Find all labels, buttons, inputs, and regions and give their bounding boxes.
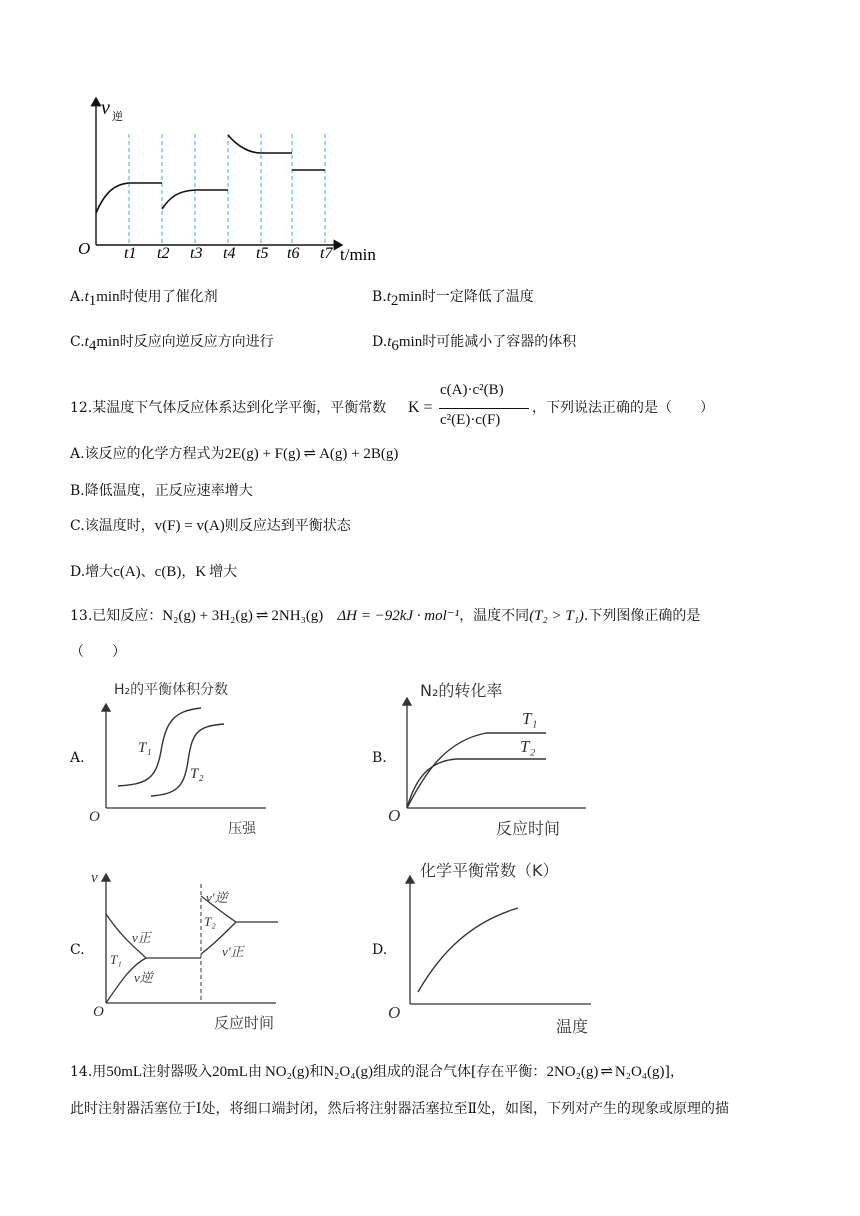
fig-a-curve-t1 [118,708,201,786]
fraction-bar [439,408,529,409]
fig-c-label-v-reverse: v逆 [134,970,153,985]
q11-option-c: $C.t_4\min$时反应向逆反应方向进行 [70,334,274,354]
fig-a-title: H₂的平衡体积分数 [114,682,229,698]
q11-option-b: $B.t_2\min$时一定降低了温度 [372,289,534,309]
fig-a-label-t1: T₁ [138,740,152,756]
fig-c-label-v-forward2: v′正 [222,944,244,959]
fig-a-origin: O [89,809,100,825]
tick-t1: t1 [124,245,137,262]
fig-b-label-t2: T₂ [520,737,536,756]
figure-d-k-vs-temperature [386,852,611,1042]
q13-stem: 13.已知反应：N₂(g) + 3H₂(g) ⇌ 2NH₃(g) ΔH = −92kJ · mol⁻¹，温度不同(T₂ > T₁).下列图像正确的是 [70,608,701,624]
fig-a-curve-t2 [151,724,224,796]
fig-b-x-label: 反应时间 [496,819,561,838]
q12-option-a: A.该反应的化学方程式为2E(g) + F(g) ⇌ A(g) + 2B(g) [70,446,399,462]
option-d-label: D. [372,942,388,958]
figure-c-rate-vs-time [86,866,296,1036]
q14-line2: 此时注射器活塞位于Ⅰ处，将细口端封闭，然后将注射器活塞拉至Ⅱ处，如图，下列对产生的现象或原理的描 [70,1101,730,1117]
tick-t2: t2 [157,245,170,262]
tick-t3: t3 [190,245,203,262]
fig-a-x-label: 压强 [228,821,256,837]
y-axis-label: v [101,97,110,119]
fig-c-x-label: 反应时间 [214,1014,275,1032]
x-axis-label: t/min [340,245,376,264]
option-a-label: A. [70,750,85,766]
origin-label: O [78,239,91,258]
option-b-label: B. [372,750,387,766]
fig-c-y-label: v [91,870,98,886]
option-c-label: C. [70,942,85,958]
curve-seg-3 [228,135,292,153]
fig-c-label-t2: T₂ [204,914,216,929]
fig-d-curve [418,908,518,992]
q11-option-d: $D.t_6\min$时可能减小了容器的体积 [372,334,577,354]
y-axis-sub: 逆 [112,111,123,123]
fig-b-curve-t2 [407,759,546,808]
fig-c-label-v-reverse2: v′逆 [206,890,228,905]
fig-a-label-t2: T₂ [190,766,204,782]
fig-d-x-label: 温度 [556,1017,589,1036]
q12-option-b: B.降低温度，正反应速率增大 [70,483,253,499]
figure-a-h2-fraction-vs-pressure [86,676,286,842]
tick-t7: t7 [320,245,333,262]
q13-answer-paren: （ ） [70,644,126,660]
q14-line1: 14.用50mL注射器吸入20mL由 NO₂(g)和N₂O₄(g)组成的混合气体[存在平衡：2NO₂(g) ⇌ N₂O₄(g)]， [70,1064,684,1080]
q12-option-d: D.增大c(A)、c(B)，K 增大 [70,564,238,580]
fig-c-label-t1: T₁ [110,952,122,967]
fig-b-origin: O [388,806,401,825]
fig-c-label-v-forward: v正 [132,930,151,945]
figure-b-n2-conversion-vs-time [386,676,596,842]
tick-t6: t6 [287,245,300,262]
tick-t4: t4 [223,245,236,262]
q12-option-c: C.该温度时，v(F) = v(A)则反应达到平衡状态 [70,518,351,534]
fig-b-title: N₂的转化率 [420,681,503,700]
fig-d-title: 化学平衡常数（K） [420,861,559,880]
reverse-rate-time-graph [70,92,400,267]
tick-t5: t5 [256,245,269,262]
q11-option-a: $A.t_1\min$时使用了催化剂 [70,289,218,309]
fig-b-label-t1: T₁ [522,709,538,728]
fig-c-origin: O [93,1004,104,1020]
fig-d-origin: O [388,1003,401,1022]
